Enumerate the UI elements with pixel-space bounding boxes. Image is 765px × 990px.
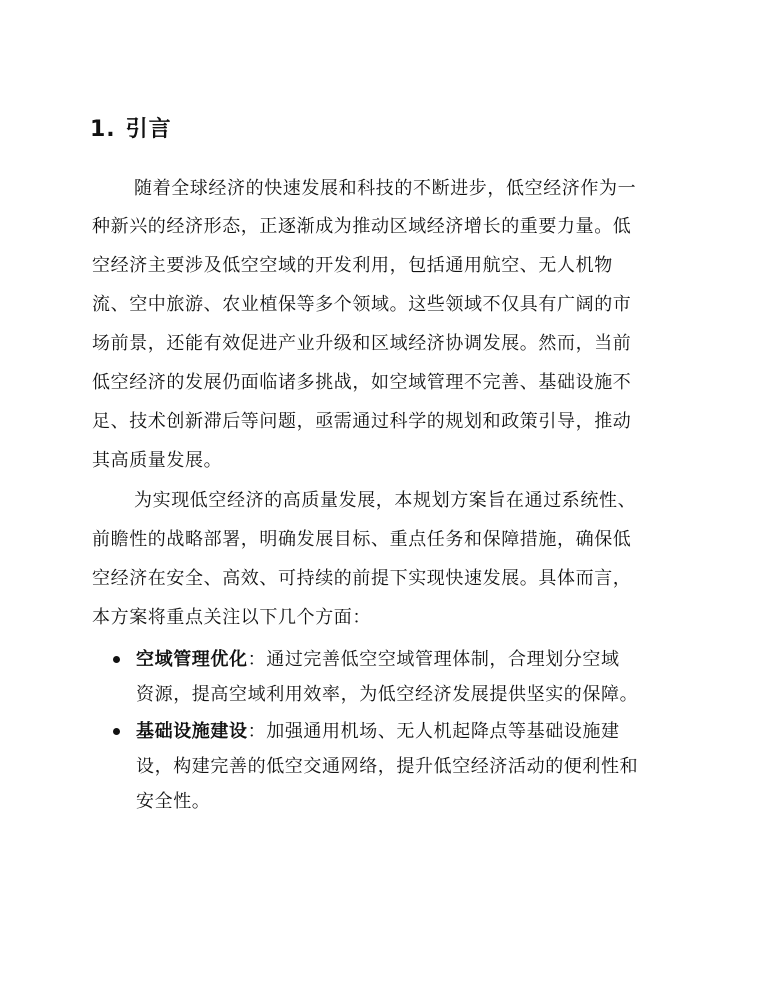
bullet-line: 安全性。 xyxy=(136,791,211,812)
bullet-first-line xyxy=(136,648,620,672)
paragraph-line: 流、空中旅游、农业植保等多个领域。这些领域不仅具有广阔的市 xyxy=(92,294,632,315)
paragraph-line: 空经济主要涉及低空空域的开发利用，包括通用航空、无人机物 xyxy=(92,255,613,276)
paragraph-line: 随着全球经济的快速发展和科技的不断进步，低空经济作为一 xyxy=(134,178,637,199)
bullet-line: 设，构建完善的低空交通网络，提升低空经济活动的便利性和 xyxy=(136,756,639,777)
bullet-line: 资源，提高空域利用效率，为低空经济发展提供坚实的保障。 xyxy=(136,684,639,705)
paragraph-line: 低空经济的发展仍面临诸多挑战，如空域管理不完善、基础设施不 xyxy=(92,372,632,393)
bullet-text: 通过完善低空空域管理体制，合理划分空域 xyxy=(266,649,620,670)
paragraph-line: 本方案将重点关注以下几个方面： xyxy=(92,607,371,628)
section-heading xyxy=(90,112,172,143)
section-title: 引言 xyxy=(125,117,172,142)
paragraph-line: 场前景，还能有效促进产业升级和区域经济协调发展。然而，当前 xyxy=(92,333,632,354)
bullet-text: 加强通用机场、无人机起降点等基础设施建 xyxy=(266,721,620,742)
paragraph-line: 足、技术创新滞后等问题，亟需通过科学的规划和政策引导，推动 xyxy=(92,411,632,432)
paragraph-line: 种新兴的经济形态，正逐渐成为推动区域经济增长的重要力量。低 xyxy=(92,216,632,237)
bullet-term: 空域管理优化 xyxy=(136,649,248,670)
section-number: 1. xyxy=(90,117,116,142)
paragraph-line: 空经济在安全、高效、可持续的前提下实现快速发展。具体而言， xyxy=(92,568,632,589)
bullet-dot-icon xyxy=(113,656,120,663)
bullet-separator: ： xyxy=(247,721,267,742)
bullet-first-line xyxy=(136,720,620,744)
paragraph-line: 前瞻性的战略部署，明确发展目标、重点任务和保障措施，确保低 xyxy=(92,529,632,550)
paragraph-line: 其高质量发展。 xyxy=(92,450,223,471)
bullet-dot-icon xyxy=(113,728,120,735)
bullet-separator: ： xyxy=(247,649,267,670)
paragraph-line: 为实现低空经济的高质量发展，本规划方案旨在通过系统性、 xyxy=(134,490,637,511)
bullet-term: 基础设施建设 xyxy=(136,721,248,742)
